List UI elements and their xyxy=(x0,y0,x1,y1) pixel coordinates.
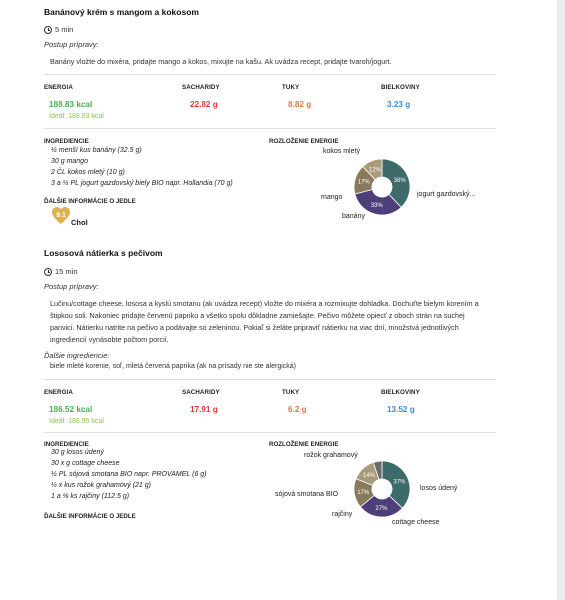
more-info-label[interactable]: ĎALŠIE INFORMÁCIE O JEDLE xyxy=(44,198,136,205)
pie-label: losos údený xyxy=(420,485,458,492)
protein-value: 13.52 g xyxy=(387,405,415,414)
pie-label: rajčiny xyxy=(332,511,353,518)
ingredient-item: ½ PL sójová smotana BIO napr. PROVAMEL (6 g) xyxy=(51,471,207,478)
ingredient-item: ½ x kus rožok grahamový (21 g) xyxy=(51,482,151,489)
ingredient-item: 2 ČL kokos mletý (10 g) xyxy=(51,169,125,176)
ingredient-item: ½ menší kus banány (32.5 g) xyxy=(51,147,142,154)
carbs-value: 22.82 g xyxy=(190,100,218,109)
method-label: Postup prípravy: xyxy=(44,40,99,49)
carbs-label: SACHARIDY xyxy=(182,84,220,91)
more-info-label[interactable]: ĎALŠIE INFORMÁCIE O JEDLE xyxy=(44,513,136,520)
ingredient-item: 30 x g cottage cheese xyxy=(51,460,120,467)
ingredient-item: 1 a ⅛ ks rajčiny (112.5 g) xyxy=(51,493,130,500)
pie-percent-label: 12% xyxy=(368,167,382,174)
pie-percent-label: 17% xyxy=(357,489,370,496)
ingredient-list xyxy=(51,447,207,502)
ingredient-item: 3 a ⅓ PL jogurt gazdovský biely BIO napr. Hollandia (70 g) xyxy=(51,180,233,187)
method-text: Lučinu/cottage cheese, lososa a kyslú smotanu (ak uvádza recept) vložte do mixéra a rozmixujte dohladka. Dochuťte bielym korením a štipkou soli. Nakoniec pridajte červenú papriku a všetko spolu dôkladne zamiešajte. Pečivo môžete opiecť z oboch strán na suchej panvici. Nátierku natrite na pečivo a podávajte so zeleninou. Pokiaľ si želáte pripraviť nátierku na viac dní, množstvá jednotlivých ingrediencií vynásobte počtom porcií. xyxy=(50,299,479,344)
ingredient-list xyxy=(51,145,233,189)
heart-badge-icon xyxy=(51,206,71,226)
protein-label: BIELKOVINY xyxy=(381,84,420,91)
divider xyxy=(44,379,496,380)
energy-value: 188.83 kcal xyxy=(49,100,93,109)
pie-percent-label: 37% xyxy=(393,479,406,486)
clock-icon xyxy=(44,26,52,34)
energy-breakdown-label: ROZLOŽENIE ENERGIE xyxy=(269,441,339,448)
energy-label: ENERGIA xyxy=(44,84,73,91)
prep-time xyxy=(44,267,78,276)
pie-label: jogurt gazdovský... xyxy=(417,191,476,198)
clock-icon xyxy=(44,268,52,276)
pie-label: cottage cheese xyxy=(392,519,440,526)
pie-label: mango xyxy=(321,194,343,201)
method-label: Postup prípravy: xyxy=(44,282,99,291)
protein-label: BIELKOVINY xyxy=(381,389,420,396)
divider xyxy=(44,432,496,433)
pie-percent-label: 14% xyxy=(362,473,376,480)
pie-percent-label: 27% xyxy=(375,505,388,512)
prep-time xyxy=(44,25,73,34)
fat-value: 8.82 g xyxy=(288,100,312,109)
divider xyxy=(44,128,496,129)
energy-label: ENERGIA xyxy=(44,389,73,396)
protein-value: 3.23 g xyxy=(387,100,411,109)
extra-ingredients-text: biele mleté korenie, soľ, mletá červená paprika (ak na prísady nie ste alergická) xyxy=(50,363,296,370)
energy-pie-chart xyxy=(353,460,411,518)
badge-number: 9.1 xyxy=(56,212,66,219)
ideal-energy: Ideál: 188.83 kcal xyxy=(49,113,104,120)
ingredients-label: INGREDIENCIE xyxy=(44,441,89,448)
fat-value: 6.2 g xyxy=(288,405,307,414)
ingredients-label: INGREDIENCIE xyxy=(44,138,89,145)
fat-label: TUKY xyxy=(282,389,300,396)
pie-label: sójová smotana BIO xyxy=(275,491,339,498)
extra-ingredients-label: Ďalšie ingrediencie: xyxy=(44,351,110,360)
prep-time-value: 15 min xyxy=(55,267,78,276)
carbs-label: SACHARIDY xyxy=(182,389,220,396)
energy-pie-chart xyxy=(353,158,411,216)
pie-label: banány xyxy=(342,213,365,220)
ingredient-item: 30 g losos údený xyxy=(51,449,104,456)
carbs-value: 17.91 g xyxy=(190,405,218,414)
ingredient-item: 30 g mango xyxy=(51,158,88,165)
energy-value: 186.52 kcal xyxy=(49,405,93,414)
pie-label: kokos mletý xyxy=(323,148,360,155)
prep-time-value: 5 min xyxy=(55,25,74,34)
divider xyxy=(44,74,496,75)
pie-percent-label: 38% xyxy=(393,178,406,185)
scrollbar-track[interactable] xyxy=(557,0,565,600)
fat-label: TUKY xyxy=(282,84,300,91)
pie-label: rožok grahamový xyxy=(304,452,358,459)
ideal-energy: Ideál: 186.95 kcal xyxy=(49,418,104,425)
energy-breakdown-label: ROZLOŽENIE ENERGIE xyxy=(269,138,339,145)
badge-label: Chol xyxy=(71,218,88,227)
recipe-title: Banánový krém s mangom a kokosom xyxy=(44,7,199,17)
pie-percent-label: 33% xyxy=(370,203,383,210)
method-text: Banány vložte do mixéra, pridajte mango a kokos, mixujte na kašu. Ak uvádza recept, pridajte tvaroh/jogurt. xyxy=(50,57,392,66)
recipe-title: Lososová nátierka s pečivom xyxy=(44,248,163,258)
pie-percent-label: 17% xyxy=(357,179,370,186)
